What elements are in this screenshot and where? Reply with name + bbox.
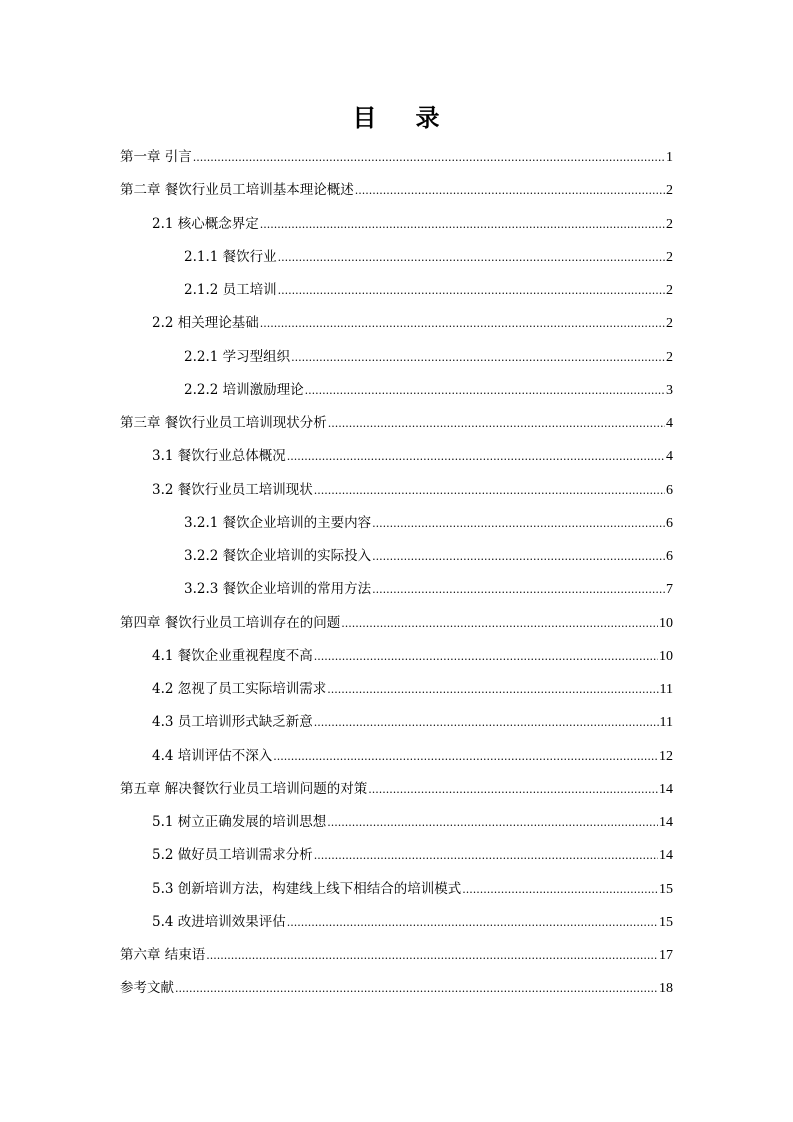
toc-page-number: 10 [659, 648, 673, 664]
toc-entry[interactable] [120, 740, 673, 773]
toc-leader-dots [372, 540, 665, 573]
toc-entry[interactable] [120, 274, 673, 307]
toc-entry-text: 5.2 做好员工培训需求分析 [152, 847, 313, 864]
toc-page-number: 12 [659, 748, 673, 764]
toc-entry-text: 4.3 员工培训形式缺乏新意 [152, 714, 313, 731]
toc-entry-text: 参考文献 [120, 980, 174, 997]
toc-entry[interactable] [120, 939, 673, 972]
toc-entry-text: 5.3 创新培训方法，构建线上线下相结合的培训模式 [152, 880, 462, 897]
toc-entry-text: 第三章 餐饮行业员工培训现状分析 [120, 415, 327, 431]
toc-entry-text: 第四章 餐饮行业员工培训存在的问题 [120, 614, 341, 631]
toc-entry-text: 3.2.3 餐饮企业培训的常用方法 [184, 581, 372, 598]
toc-page-number: 2 [666, 349, 673, 365]
toc-page-number: 15 [659, 881, 673, 897]
toc-entry-text: 3.1 餐饮行业总体概况 [152, 448, 286, 465]
toc-entry[interactable] [120, 474, 673, 507]
toc-leader-dots [287, 906, 658, 939]
toc-page-number: 4 [666, 449, 673, 465]
toc-leader-dots [278, 241, 665, 274]
toc-entry[interactable] [120, 341, 673, 374]
toc-page-number: 18 [659, 981, 673, 997]
toc-entry[interactable] [120, 607, 673, 640]
toc-leader-dots [314, 640, 658, 673]
toc-entry-text: 2.2 相关理论基础 [152, 315, 259, 332]
toc-entry-text: 第五章 解决餐饮行业员工培训问题的对策 [120, 780, 368, 797]
toc-page-number: 17 [659, 948, 673, 963]
toc-leader-dots [305, 374, 665, 407]
toc-leader-dots [278, 274, 665, 307]
toc-entry[interactable] [120, 573, 673, 606]
toc-leader-dots [260, 307, 665, 340]
toc-page-number: 14 [659, 848, 673, 864]
toc-entry-text: 2.2.1 学习型组织 [184, 348, 291, 365]
toc-entry[interactable] [120, 141, 673, 174]
toc-entry[interactable] [120, 507, 673, 540]
toc-leader-dots [372, 573, 665, 606]
toc-page-number: 2 [666, 216, 673, 232]
toc-entry[interactable] [120, 374, 673, 407]
toc-entry[interactable] [120, 706, 673, 739]
toc-entry[interactable] [120, 972, 673, 1005]
toc-entry[interactable] [120, 640, 673, 673]
toc-page-number: 1 [666, 150, 673, 165]
toc-entry-text: 5.1 树立正确发展的培训思想 [152, 814, 327, 830]
toc-leader-dots [287, 440, 665, 473]
toc-entry[interactable] [120, 407, 673, 440]
toc-page-number: 11 [659, 682, 673, 697]
toc-entry-text: 2.1.1 餐饮行业 [184, 248, 277, 265]
toc-leader-dots [291, 341, 665, 374]
toc-leader-dots [175, 972, 658, 1005]
toc-entry-text: 4.1 餐饮企业重视程度不高 [152, 647, 313, 664]
toc-entry[interactable] [120, 241, 673, 274]
toc-leader-dots [327, 806, 658, 839]
toc-entry[interactable] [120, 540, 673, 573]
toc-page-number: 2 [666, 283, 673, 298]
toc-entry[interactable] [120, 307, 673, 340]
toc-page-number: 11 [659, 715, 673, 731]
toc-page-number: 7 [666, 582, 673, 598]
table-of-contents [120, 141, 673, 1006]
toc-entry[interactable] [120, 906, 673, 939]
toc-page-number: 2 [666, 316, 673, 332]
toc-entry[interactable] [120, 174, 673, 207]
toc-page-number: 6 [666, 515, 673, 531]
toc-leader-dots [368, 773, 658, 806]
toc-leader-dots [355, 174, 665, 207]
toc-entry-text: 3.2.2 餐饮企业培训的实际投入 [184, 548, 372, 564]
toc-leader-dots [314, 706, 659, 739]
toc-entry-text: 2.1 核心概念界定 [152, 215, 259, 232]
toc-page-number: 2 [666, 249, 673, 265]
toc-page-number: 2 [666, 183, 673, 199]
toc-page-number: 15 [659, 914, 673, 930]
toc-leader-dots [273, 740, 658, 773]
toc-entry-text: 4.2 忽视了员工实际培训需求 [152, 681, 327, 697]
toc-leader-dots [193, 141, 665, 174]
toc-leader-dots [260, 208, 665, 241]
toc-entry-text: 3.2.1 餐饮企业培训的主要内容 [184, 514, 372, 531]
toc-entry-text: 4.4 培训评估不深入 [152, 747, 273, 764]
toc-entry-text: 5.4 改进培训效果评估 [152, 913, 286, 930]
toc-page-number: 14 [659, 815, 673, 830]
toc-heading [0, 100, 793, 136]
toc-page-number: 3 [666, 382, 673, 398]
toc-entry[interactable] [120, 839, 673, 872]
toc-leader-dots [327, 673, 658, 706]
toc-entry[interactable] [120, 440, 673, 473]
toc-heading-left: 目 [352, 104, 378, 132]
toc-entry-text: 2.1.2 员工培训 [184, 282, 277, 298]
toc-leader-dots [462, 873, 658, 906]
toc-entry-text: 第一章 引言 [120, 149, 192, 165]
toc-heading-right: 录 [415, 104, 441, 132]
toc-leader-dots [341, 607, 658, 640]
toc-page-number: 6 [666, 482, 673, 498]
toc-leader-dots [372, 507, 665, 540]
toc-leader-dots [206, 939, 658, 972]
toc-page-number: 10 [659, 615, 673, 631]
toc-leader-dots [314, 474, 665, 507]
toc-entry-text: 2.2.2 培训激励理论 [184, 381, 304, 398]
toc-entry[interactable] [120, 208, 673, 241]
toc-page-number: 4 [666, 416, 673, 431]
toc-entry[interactable] [120, 873, 673, 906]
toc-page-number: 14 [659, 781, 673, 797]
toc-leader-dots [328, 407, 665, 440]
toc-entry-text: 第六章 结束语 [120, 947, 206, 963]
toc-entry[interactable] [120, 806, 673, 839]
toc-page-number: 6 [666, 549, 673, 564]
toc-entry-text: 第二章 餐饮行业员工培训基本理论概述 [120, 182, 354, 199]
toc-entry[interactable] [120, 673, 673, 706]
toc-leader-dots [314, 839, 658, 872]
toc-entry-text: 3.2 餐饮行业员工培训现状 [152, 481, 313, 498]
toc-entry[interactable] [120, 773, 673, 806]
